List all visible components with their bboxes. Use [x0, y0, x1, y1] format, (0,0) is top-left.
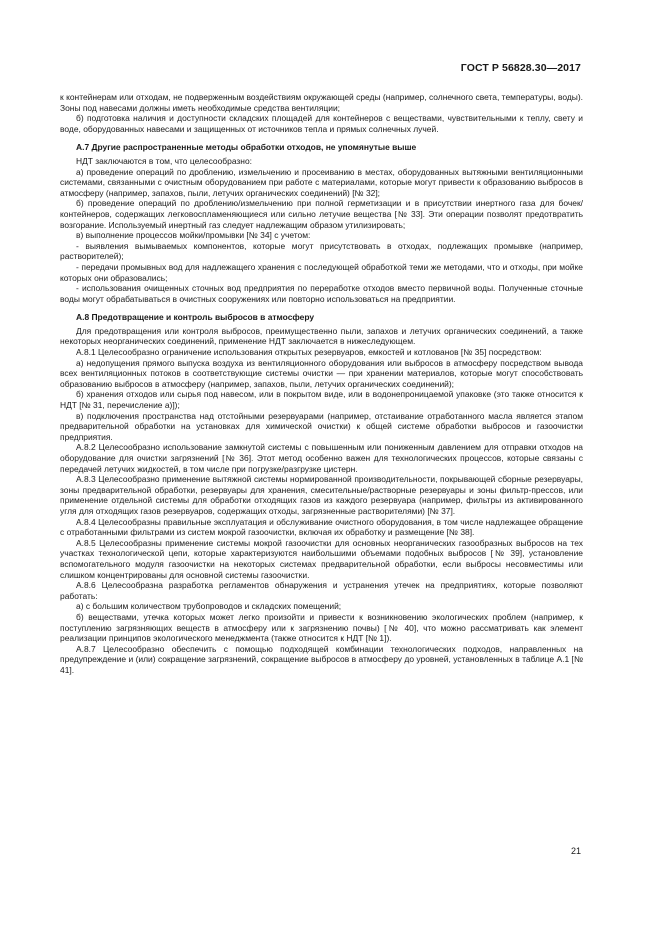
- standard-code-header: ГОСТ Р 56828.30—2017: [460, 62, 581, 74]
- paragraph: б) хранения отходов или сырья под навесом, или в покрытом виде, или в водонепроницаемой упаковке (это также относится к НДТ [№ 31, перечисление а)]);: [60, 389, 583, 411]
- paragraph: А.8.4 Целесообразны правильные эксплуатация и обслуживание очистного оборудования, в том числе надлежащее обращение с отработанными фильтрами из систем мокрой газоочистки, включая их обработку и размещение [№ 38].: [60, 516, 583, 538]
- page-number: 21: [570, 846, 581, 856]
- paragraph: а) проведение операций по дроблению, измельчению и просеиванию в местах, оборудованных вытяжными вентиляционными системами, связанными с очистным оборудованием при работе с материалами, которые могут привести к образованию выбросов в атмосферу (например, запахов, пыли, летучих органических соединений) [№ 32];: [60, 166, 583, 198]
- paragraph: б) веществами, утечка которых может легко произойти и привести к возникновению экологических проблем (например, к поступлению загрязняющих веществ в атмосферу или к загрязнению почвы) [№ 40], что можно рассматривать как элемент реализации принципов экологического менеджмента (также относится к НДТ [№ 1]).: [60, 611, 583, 644]
- paragraph: А.8.2 Целесообразно использование замкнутой системы с повышенным или пониженным давлением для отправки отходов на оборудование для очистки загрязнений [№ 36]. Этот метод особенно важен для технологических процессов, которые связаны с передачей летучих жидкостей, в том числе при погрузке/разгрузке цистерн.: [60, 442, 583, 474]
- paragraph: б) проведение операций по дроблению/измельчению при полной герметизации и в присутствии инертного газа для бочек/контейнеров, содержащих легковоспламеняющиеся или сильно летучие вещества [№ 33]. Эти операции позволят предотвратить возгорание. Используемый инертный газ следует надлежащим образом утилизировать;: [60, 198, 583, 230]
- section-heading-a8: А.8 Предотвращение и контроль выбросов в атмосферу: [76, 312, 315, 323]
- paragraph: - передачи промывных вод для надлежащего хранения с последующей обработкой теми же методами, что и отходы, при мойке которых они образовались;: [60, 261, 583, 283]
- paragraph: а) с большим количеством трубопроводов и складских помещений;: [76, 601, 342, 612]
- paragraph: к контейнерам или отходам, не подверженным воздействиям окружающей среды (например, солнечного света, температуры, воды). Зоны под навесами должны иметь необходимые средства вентиляции;: [60, 92, 583, 113]
- section-heading-a7: А.7 Другие распространенные методы обработки отходов, не упомянутые выше: [76, 142, 417, 153]
- paragraph: А.8.5 Целесообразны применение системы мокрой газоочистки для основных неорганических газообразных выбросов на тех участках технологической цепи, которые характеризуются наибольшими объемами подобных выбросов [№ 39], установление вспомогательного модуля газоочистки на некоторых системах предварительной обработки, если выбросы несовместимы или слишком концентрированы для основной системы газоочистки.: [60, 537, 583, 580]
- page-body: [60, 92, 583, 675]
- paragraph: НДТ заключаются в том, что целесообразно:: [76, 155, 252, 166]
- paragraph: в) выполнение процессов мойки/промывки [№ 34] с учетом:: [76, 230, 311, 241]
- paragraph: в) подключения пространства над отстойными резервуарами (например, отстаивание отработанного масла является этапом предварительной обработки на установках для химической очистки) к общей системе обработки выбросов и газоочистки предприятия.: [60, 410, 583, 442]
- paragraph: - использования очищенных сточных вод предприятия по переработке отходов вместо первичной воды. Полученные сточные воды могут обрабатываться в очистных сооружениях или повторно использоваться на предприятии.: [60, 283, 583, 304]
- paragraph: А.8.7 Целесообразно обеспечить с помощью подходящей комбинации технологических подходов, направленных на предупреждение и (или) сокращение загрязнений, сокращение выбросов в атмосферу до уровней, установленных в таблице А.1 [№ 41].: [60, 643, 583, 675]
- paragraph: - выявления вымываемых компонентов, которые могут присутствовать в отходах, подлежащих промывке (например, растворителей);: [60, 240, 583, 262]
- paragraph: б) подготовка наличия и доступности складских площадей для контейнеров с веществами, чувствительными к теплу, свету и воде, оборудованных навесами и защищенных от источников тепла и прямых солнечных лучей.: [60, 113, 583, 134]
- paragraph: Для предотвращения или контроля выбросов, преимущественно пыли, запахов и летучих органических соединений, а также некоторых неорганических соединений, применение НДТ заключается в нижеследующем.: [60, 325, 583, 347]
- paragraph: А.8.6 Целесообразна разработка регламентов обнаружения и устранения утечек на предприятиях, которые позволяют работать:: [60, 580, 583, 601]
- paragraph: а) недопущения прямого выпуска воздуха из вентиляционного оборудования или выбросов в атмосферу посредством вывода всех вентиляционных потоков в соответствующие системы очистки — при хранении материалов, которые могут способствовать образованию выбросов в атмосферу (например, запахов, пыли, летучих органических соединений);: [60, 357, 583, 389]
- paragraph: А.8.1 Целесообразно ограничение использования открытых резервуаров, емкостей и котлованов [№ 35] посредством:: [76, 347, 542, 358]
- paragraph: А.8.3 Целесообразно применение вытяжной системы нормированной производительности, покрывающей сборные резервуары, зоны предварительной обработки, резервуары для хранения, смесительные/растворные резервуары и зоны фильтр-прессов, или применение отдельной системы для обработки отходящих газов из каждого резервуара (например, фильтры из активированного угля для отходящих газов резервуаров, содержащих отходы, загрязненные растворителями) [№ 37].: [60, 474, 583, 516]
